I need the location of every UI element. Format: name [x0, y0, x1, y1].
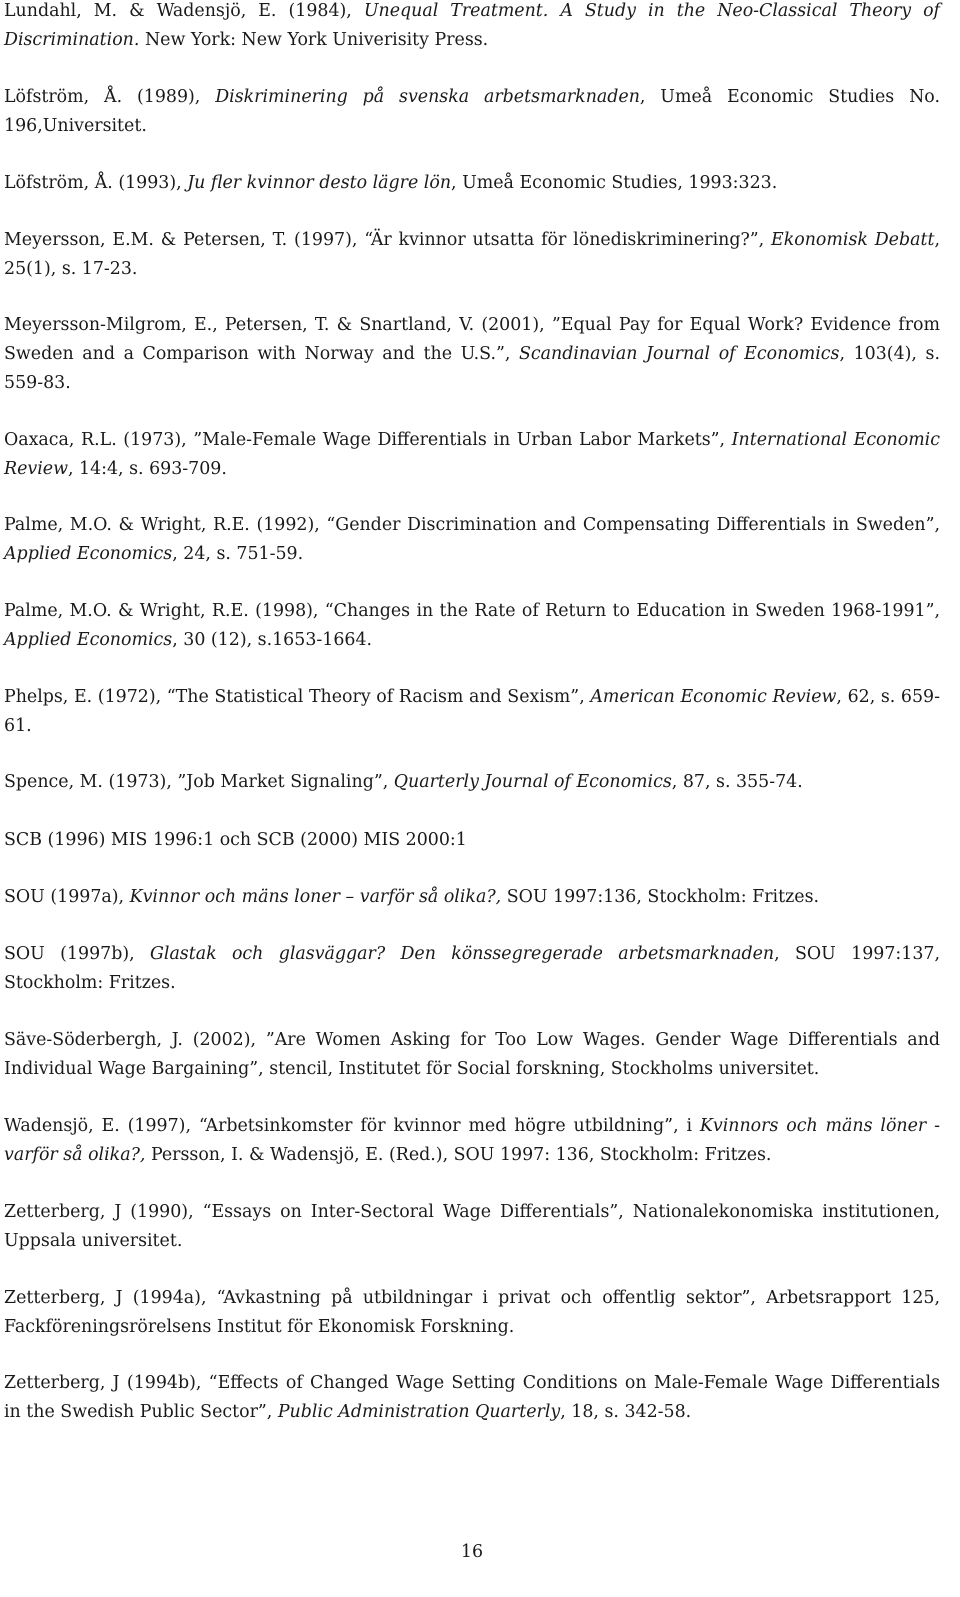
reference-entry: Meyersson, E.M. & Petersen, T. (1997), “Är kvinnor utsatta för lönediskriminering?”, Ekonomisk Debatt, 25(1), s. 17-23. [4, 230, 940, 279]
reference-entry: SOU (1997a), Kvinnor och mäns loner – varför så olika?, SOU 1997:136, Stockholm: Fritzes. [4, 887, 820, 907]
reference-entry: Säve-Söderbergh, J. (2002), ”Are Women Asking for Too Low Wages. Gender Wage Differentials and Individual Wage Bargaining”, stencil, Institutet för Social forskning, Stockholms universitet. [4, 1030, 940, 1079]
reference-entry: Zetterberg, J (1994b), “Effects of Changed Wage Setting Conditions on Male-Female Wage Differentials in the Swedish Public Sector”, Public Administration Quarterly, 18, s. 342-58. [4, 1373, 940, 1422]
document-page [4, 0, 940, 1597]
reference-entry: SOU (1997b), Glastak och glasväggar? Den könssegregerade arbetsmarknaden, SOU 1997:137, Stockholm: Fritzes. [4, 944, 941, 993]
reference-entry: Wadensjö, E. (1997), “Arbetsinkomster för kvinnor med högre utbildning”, i Kvinnors och mäns löner - varför så olika?, Persson, I. & Wadensjö, E. (Red.), SOU 1997: 136, Stockholm: Fritzes. [4, 1116, 940, 1165]
reference-entry: Phelps, E. (1972), “The Statistical Theory of Racism and Sexism”, American Economic Review, 62, s. 659-61. [4, 687, 940, 736]
reference-entry: Löfström, Å. (1993), Ju fler kvinnor desto lägre lön, Umeå Economic Studies, 1993:323. [4, 173, 778, 193]
reference-entry: Lundahl, M. & Wadensjö, E. (1984), Unequal Treatment. A Study in the Neo-Classical Theory of Discrimination. New York: New York Univerisity Press. [4, 1, 940, 50]
reference-entry: Löfström, Å. (1989), Diskriminering på svenska arbetsmarknaden, Umeå Economic Studies No. 196,Universitet. [4, 87, 940, 136]
reference-entry: Oaxaca, R.L. (1973), ”Male-Female Wage Differentials in Urban Labor Markets”, International Economic Review, 14:4, s. 693-709. [4, 430, 940, 479]
reference-entry: Zetterberg, J (1990), “Essays on Inter-Sectoral Wage Differentials”, Nationalekonomiska institutionen, Uppsala universitet. [4, 1202, 940, 1251]
reference-entry: Meyersson-Milgrom, E., Petersen, T. & Snartland, V. (2001), ”Equal Pay for Equal Work? Evidence from Sweden and a Comparison with Norway and the U.S.”, Scandinavian Journal of Economics, 103(4), s. 559-83. [4, 315, 940, 393]
reference-entry: Palme, M.O. & Wright, R.E. (1992), “Gender Discrimination and Compensating Differentials in Sweden”, Applied Economics, 24, s. 751-59. [4, 515, 940, 564]
reference-entry: Zetterberg, J (1994a), “Avkastning på utbildningar i privat och offentlig sektor”, Arbetsrapport 125, Fackföreningsrörelsens Institut för Ekonomisk Forskning. [4, 1288, 940, 1337]
page-number: 16 [460, 1542, 484, 1562]
reference-entry: Palme, M.O. & Wright, R.E. (1998), “Changes in the Rate of Return to Education in Sweden 1968-1991”, Applied Economics, 30 (12), s.1653-1664. [4, 601, 940, 650]
reference-entry: Spence, M. (1973), ”Job Market Signaling”, Quarterly Journal of Economics, 87, s. 355-74. [4, 772, 803, 792]
reference-entry: SCB (1996) MIS 1996:1 och SCB (2000) MIS 2000:1 [4, 830, 467, 850]
